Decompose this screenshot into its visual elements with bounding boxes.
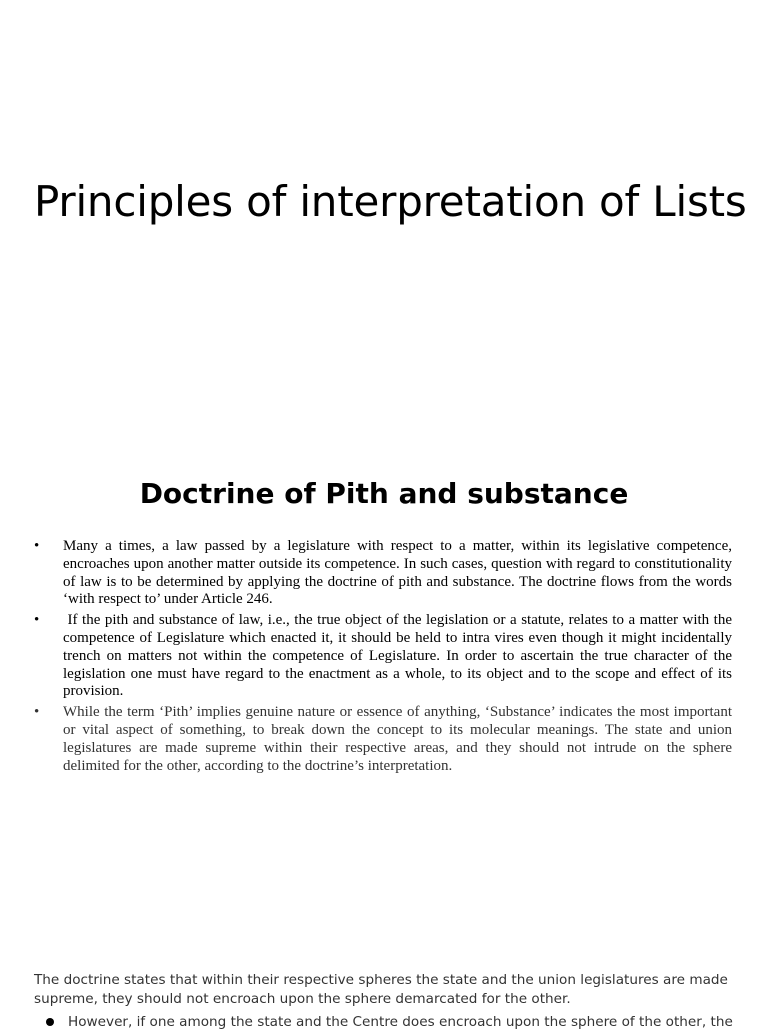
partial-bullet: [46, 1013, 746, 1032]
section-heading: Doctrine of Pith and substance: [139, 477, 629, 510]
bullet-icon: •: [34, 704, 40, 721]
list-item: [34, 538, 732, 609]
bullet-list: [34, 538, 736, 778]
bullet-text: If the pith and substance of law, i.e., the true object of the legislation or a statute, relates to a matter with the competence of Legislature which enacted it, it should be held to intra vires even though it might incidentally trench on matters not within the competence of Legislature. In order to ascertain the true character of the legislation one must have regard to the enactment as a whole, to its object and to the scope and effect of its provision.: [63, 612, 736, 700]
bullet-text: Many a times, a law passed by a legislature with respect to a matter, within its legislative competence, encroaches upon another matter outside its competence. In such cases, question with regard to constitutionality of law is to be determined by applying the doctrine of pith and substance. The doctrine flows from the words ‘with respect to’ under Article 246.: [63, 538, 732, 608]
bullet-icon: •: [34, 612, 40, 629]
bullet-dot-icon: [46, 1018, 54, 1026]
bullet-icon: •: [34, 538, 40, 554]
list-item: [34, 704, 732, 775]
doctrine-summary-paragraph: The doctrine states that within their respective spheres the state and the union legislatures are made supreme, they should not encroach upon the sphere demarcated for the other.: [34, 972, 728, 1007]
partial-bullet-text: However, if one among the state and the Centre does encroach upon the sphere of the other, the: [68, 1014, 733, 1030]
bullet-text: While the term ‘Pith’ implies genuine nature or essence of anything, ‘Substance’ indicates the most important or vital aspect of something, to break down the concept to its molecular meanings. The state and union legislatures are made supreme within their respective areas, and they should not intrude on the sphere delimited for the other, according to the doctrine’s interpretation.: [63, 704, 732, 774]
page-title: Principles of interpretation of Lists: [34, 177, 747, 226]
list-item: [34, 612, 736, 701]
